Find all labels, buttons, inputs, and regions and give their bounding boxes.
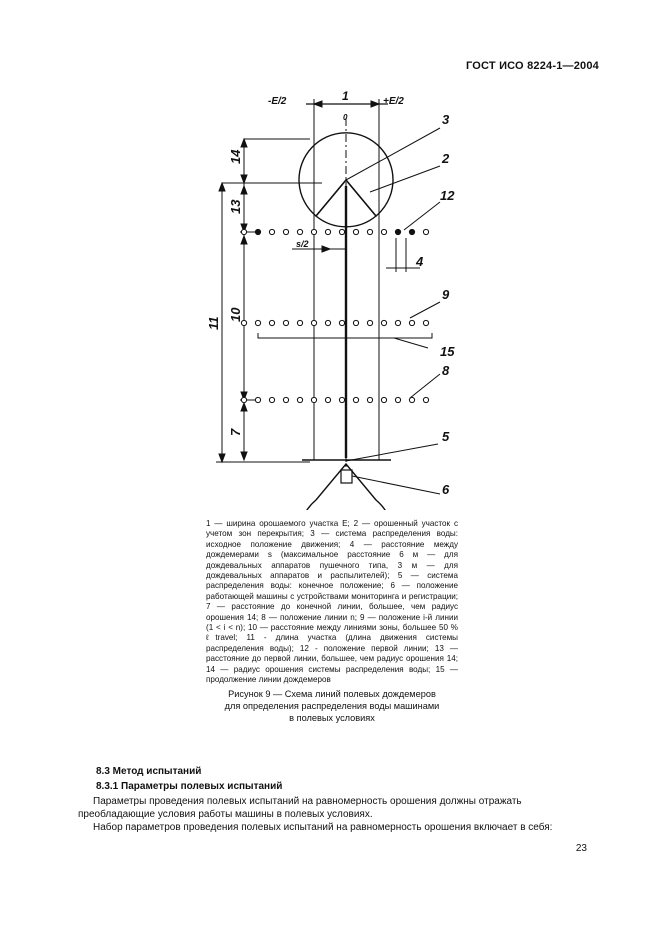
rain-gauge bbox=[297, 397, 302, 402]
rain-gauge bbox=[353, 320, 358, 325]
rain-gauge bbox=[311, 397, 316, 402]
rain-gauge bbox=[423, 229, 428, 234]
rain-gauge bbox=[395, 320, 400, 325]
rain-gauge bbox=[283, 229, 288, 234]
label-2: 2 bbox=[442, 151, 450, 166]
rain-gauge bbox=[325, 320, 330, 325]
label-1: 1 bbox=[342, 89, 349, 103]
label-13: 13 bbox=[228, 199, 243, 214]
rain-gauge bbox=[395, 397, 400, 402]
label-5: 5 bbox=[442, 429, 450, 444]
rain-gauge bbox=[353, 229, 358, 234]
paragraph-1: Параметры проведения полевых испытаний на равномерность орошения должны отражать преобладающие условия работы машины в полевых условиях. bbox=[78, 796, 522, 820]
rain-gauge bbox=[339, 397, 344, 402]
rain-gauge bbox=[269, 397, 274, 402]
rain-gauge bbox=[255, 320, 260, 325]
paragraph-2: Набор параметров проведения полевых испытаний на равномерность орошения включает в себя: bbox=[93, 822, 553, 833]
rain-gauge bbox=[423, 320, 428, 325]
rain-gauge bbox=[255, 397, 260, 402]
label-11: 11 bbox=[206, 316, 221, 330]
rain-gauge bbox=[395, 229, 400, 234]
rain-gauge bbox=[283, 320, 288, 325]
rain-gauge bbox=[311, 229, 316, 234]
rain-gauge bbox=[381, 229, 386, 234]
rain-gauge bbox=[311, 320, 316, 325]
rain-gauge bbox=[367, 397, 372, 402]
rain-gauge bbox=[409, 229, 414, 234]
rain-gauge bbox=[241, 229, 246, 234]
label-12: 12 bbox=[440, 188, 455, 203]
rain-gauge bbox=[381, 320, 386, 325]
rain-gauge bbox=[269, 320, 274, 325]
label-8: 8 bbox=[442, 363, 450, 378]
label-3: 3 bbox=[442, 112, 450, 127]
rain-gauge bbox=[367, 229, 372, 234]
label-neg-half-width: -E/2 bbox=[268, 96, 287, 107]
label-9: 9 bbox=[442, 287, 450, 302]
rain-gauge bbox=[325, 397, 330, 402]
label-10: 10 bbox=[228, 307, 243, 322]
rain-gauge bbox=[269, 229, 274, 234]
rain-gauge bbox=[409, 320, 414, 325]
caption-line-3: в полевых условиях bbox=[289, 713, 375, 723]
rain-gauge bbox=[297, 320, 302, 325]
rain-gauge bbox=[339, 229, 344, 234]
label-4: 4 bbox=[416, 254, 424, 269]
caption-line-1: Рисунок 9 — Схема линий полевых дождемеров bbox=[228, 689, 436, 699]
label-7: 7 bbox=[228, 428, 243, 436]
label-pos-half-width: +E/2 bbox=[383, 96, 404, 107]
label-15: 15 bbox=[440, 344, 455, 359]
rain-gauge bbox=[423, 397, 428, 402]
rain-gauge bbox=[409, 397, 414, 402]
section-heading-8-3-1: 8.3.1 Параметры полевых испытаний bbox=[96, 781, 283, 792]
section-heading-8-3: 8.3 Метод испытаний bbox=[96, 766, 202, 777]
label-zero: 0 bbox=[343, 113, 348, 122]
rain-gauge bbox=[325, 229, 330, 234]
label-14: 14 bbox=[228, 149, 243, 164]
rain-gauge bbox=[367, 320, 372, 325]
page-number: 23 bbox=[575, 843, 587, 854]
figure-legend: 1 — ширина орошаемого участка E; 2 — орошенный участок с учетом зон перекрытия; 3 — система распределения воды: исходное положение движения; 4 — расстояние между дождемерами s (максимальное расстояние 6 м — для дождевальных аппаратов пушечного типа, 3 м — для дождевальных аппаратов и распылителей); 5 — система распределения воды: конечное положение; 6 — положение работающей машины с устройствами мониторинга и регистрации; 7 — расстояние до конечной линии, большее, чем радиус орошения 14; 8 — положение линии n; 9 — положение i-й линии (1 < i < n); 10 — расстояние между линиями зоны, большее 50 % ℓtravel; 11 - длина участка (длина движения системы распределения воды); 12 - положение первой линии; 13 — расстояние до первой линии, большее, чем радиус орошения 14; 14 — радиус орошения системы распределения воды; 15 — продолжение линии дождемеров bbox=[206, 519, 458, 685]
figure-caption bbox=[206, 688, 458, 724]
caption-line-2: для определения распределения воды машинами bbox=[224, 701, 440, 711]
label-s-half: s/2 bbox=[296, 239, 309, 249]
rain-gauge bbox=[297, 229, 302, 234]
label-6: 6 bbox=[442, 482, 450, 497]
rain-gauge bbox=[255, 229, 260, 234]
rain-gauge bbox=[283, 397, 288, 402]
standard-header: ГОСТ ИСО 8224-1—2004 bbox=[465, 60, 599, 72]
rain-gauge bbox=[353, 397, 358, 402]
rain-gauge bbox=[339, 320, 344, 325]
rain-gauge bbox=[381, 397, 386, 402]
rain-gauge bbox=[241, 397, 246, 402]
